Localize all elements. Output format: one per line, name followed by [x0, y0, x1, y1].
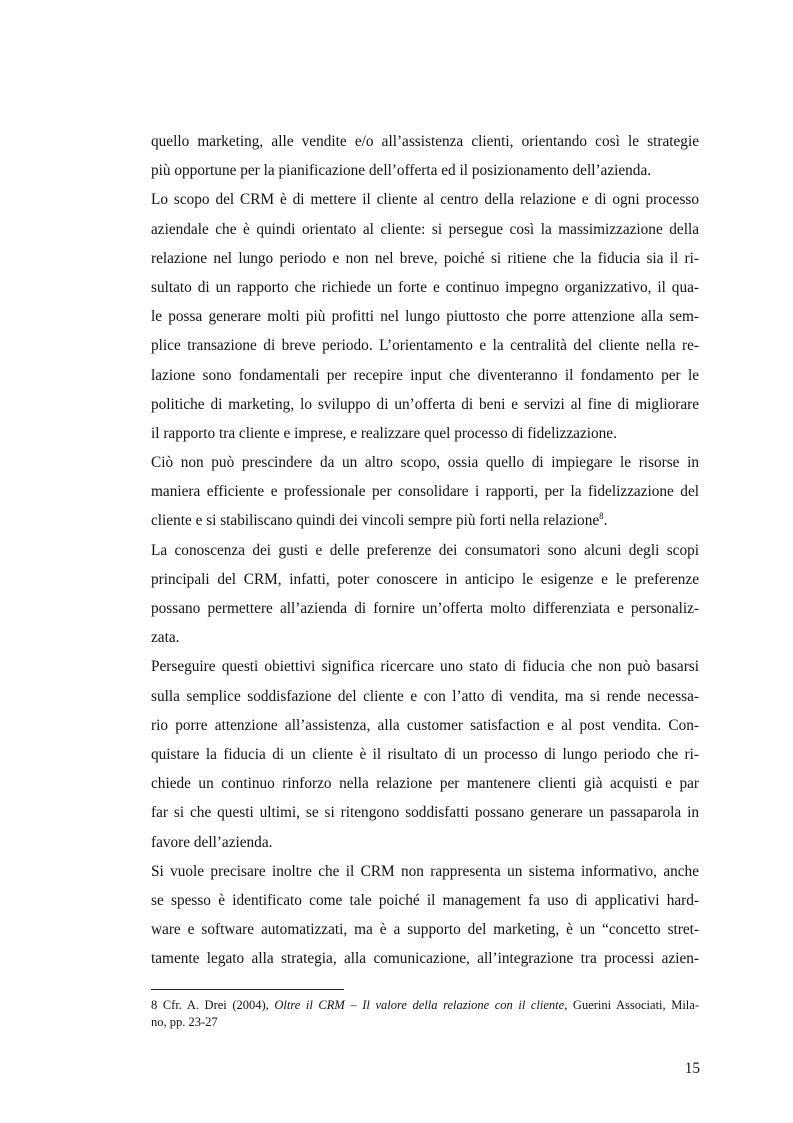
text-line: maniera efficiente e professionale per consolidare i rapporti, per la fidelizzazione del	[151, 483, 699, 501]
footnote-citation-end: , Guerini Associati, Mila-	[564, 998, 699, 1012]
text-line: Si vuole precisare inoltre che il CRM non rappresenta un sistema informativo, anche	[151, 862, 699, 880]
text-line-content: cliente e si stabiliscano quindi dei vincoli sempre più forti nella relazione	[151, 512, 600, 530]
footnote	[151, 997, 699, 1031]
text-line: sultato di un rapporto che richiede un forte e continuo impegno organizzativo, il qua-	[151, 278, 699, 296]
text-line: lazione sono fondamentali per recepire input che diventeranno il fondamento per le	[151, 366, 699, 384]
text-line	[151, 506, 699, 535]
text-line: Lo scopo del CRM è di mettere il cliente al centro della relazione e di ogni processo	[151, 191, 699, 209]
text-line: politiche di marketing, lo sviluppo di un’offerta di beni e servizi al fine di migliorare	[151, 395, 699, 413]
paragraph-1	[151, 127, 699, 185]
text-line: rio porre attenzione all’assistenza, alla customer satisfaction e al post vendita. Con-	[151, 716, 699, 734]
text-line: ware e software automatizzati, ma è a supporto del marketing, è un “concetto stret-	[151, 921, 699, 939]
text-line: quello marketing, alle vendite e/o all’assistenza clienti, orientando così le strategie	[151, 133, 699, 150]
text-line: plice transazione di breve periodo. L’orientamento e la centralità del cliente nella re-	[151, 337, 699, 355]
paragraph-2	[151, 185, 699, 448]
text-line: Ciò non può prescindere da un altro scopo, ossia quello di impiegare le risorse in	[151, 454, 699, 472]
text-line: il rapporto tra cliente e imprese, e realizzare quel processo di fidelizzazione.	[151, 424, 617, 442]
text-line: La conoscenza dei gusti e delle preferenze dei consumatori sono alcuni degli scopi	[151, 541, 699, 559]
footnote-reference[interactable]: 8	[599, 511, 604, 522]
text-line: tamente legato alla strategia, alla comunicazione, all’integrazione tra processi azien-	[151, 950, 699, 968]
page-number: 15	[684, 1060, 700, 1077]
text-line-tail: .	[603, 512, 608, 530]
footnote-divider	[151, 989, 344, 990]
text-line: più opportune per la pianificazione dell’offerta ed il posizionamento dell’azienda.	[151, 162, 652, 180]
text-line: quistare la fiducia di un cliente è il risultato di un processo di lungo periodo che ri-	[151, 745, 699, 763]
text-line: sulla semplice soddisfazione del cliente e con l’atto di vendita, ma si rende necessa-	[151, 687, 699, 705]
paragraph-5	[151, 652, 699, 856]
paragraph-3	[151, 448, 699, 536]
text-line: se spesso è identificato come tale poiché il management fa uso di applicativi hard-	[151, 891, 699, 909]
text-line: far si che questi ultimi, se si ritengono soddisfatti possano generare un passaparola in	[151, 804, 699, 822]
text-line: favore dell’azienda.	[151, 833, 273, 851]
paragraph-6	[151, 857, 699, 974]
text-line: Perseguire questi obiettivi significa ricercare uno stato di fiducia che non può basarsi	[151, 658, 699, 676]
text-line: principali del CRM, infatti, poter conoscere in anticipo le esigenze e le preferenze	[151, 570, 699, 588]
text-line: relazione nel lungo periodo e non nel breve, poiché si ritiene che la fiducia sia il ri-	[151, 249, 699, 267]
body-text	[151, 127, 699, 973]
footnote-citation-start: 8 Cfr. A. Drei (2004),	[151, 998, 275, 1012]
text-line: le possa generare molti più profitti nel lungo piuttosto che porre attenzione alla sem-	[151, 308, 699, 326]
text-line: possano permettere all’azienda di fornire un’offerta molto differenziata e personaliz-	[151, 600, 699, 617]
footnote-line	[151, 997, 699, 1014]
paragraph-4	[151, 536, 699, 653]
footnote-book-title: Oltre il CRM – Il valore della relazione con il cliente	[274, 998, 565, 1012]
text-line: aziendale che è quindi orientato al cliente: si persegue così la massimizzazione della	[151, 220, 699, 238]
footnote-line: no, pp. 23-27	[151, 1015, 218, 1029]
text-line: zata.	[151, 629, 180, 647]
text-line: chiede un continuo rinforzo nella relazione per mantenere clienti già acquisti e par	[151, 775, 699, 793]
